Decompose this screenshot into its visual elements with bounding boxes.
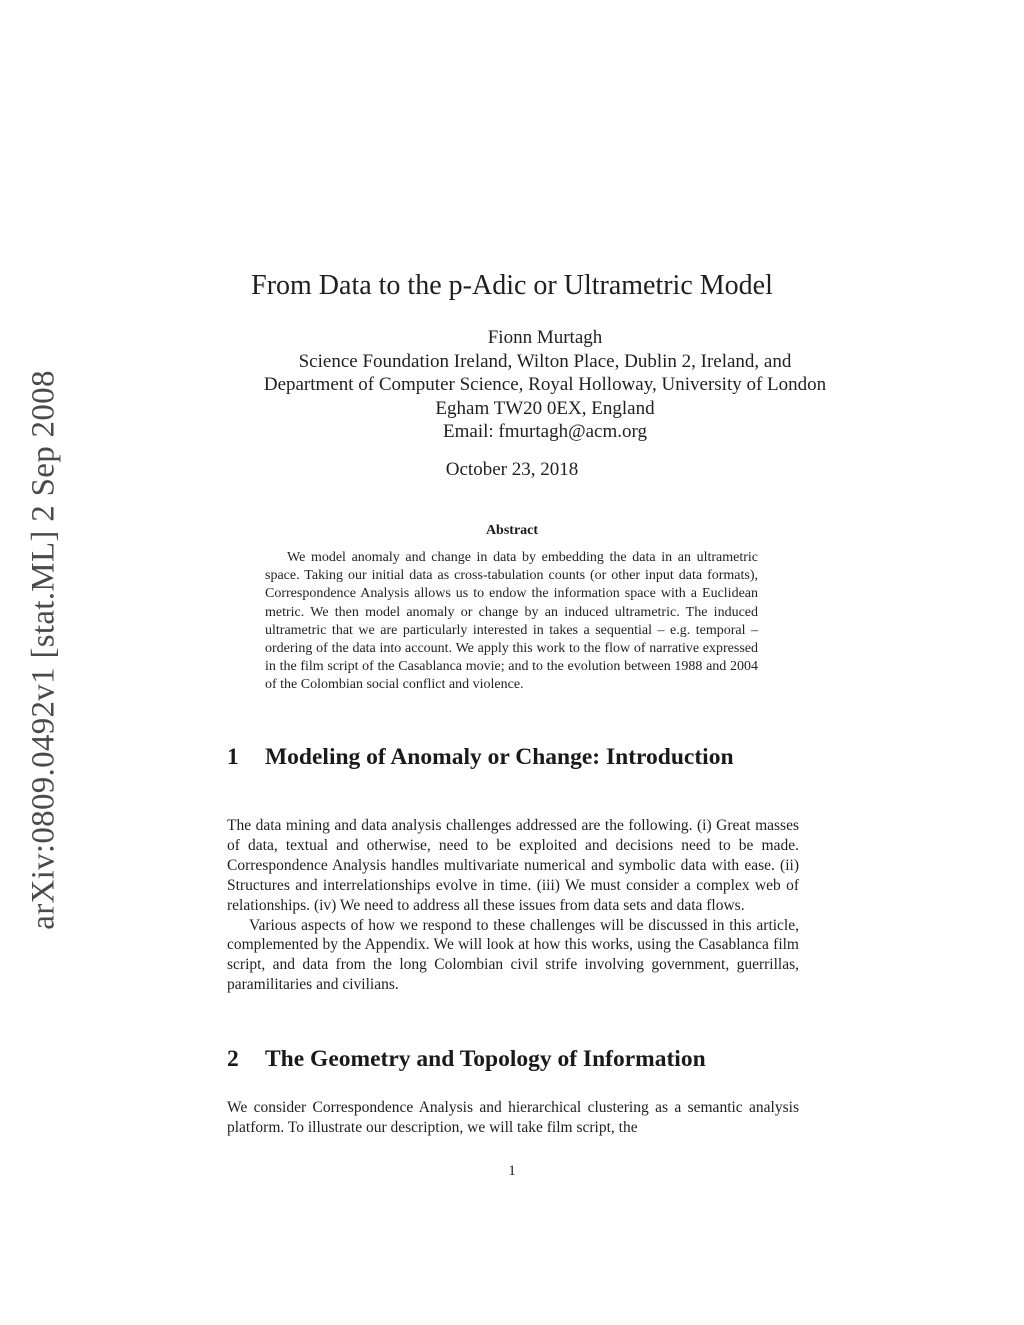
section-heading-2 [227, 1044, 802, 1074]
paragraph: Various aspects of how we respond to these challenges will be discussed in this article, complemented by the Appendix. We will look at how this works, using the Casablanca film script, and data from the long Colombian civil strife involving government, guerrillas, paramilitaries and civilians. [227, 916, 799, 994]
section-heading-1 [227, 742, 802, 772]
section-number: 1 [227, 744, 239, 770]
author-affiliation: Science Foundation Ireland, Wilton Place, Dublin 2, Ireland, and [298, 350, 792, 372]
arxiv-identifier-stamp: arXiv:0809.0492v1 [stat.ML] 2 Sep 2008 [25, 370, 62, 930]
author-block [190, 326, 900, 444]
section-2-body [227, 1098, 799, 1138]
section-number: 2 [227, 1046, 239, 1072]
section-title: Modeling of Anomaly or Change: Introduction [265, 744, 734, 770]
abstract-text: We model anomaly and change in data by embedding the data in an ultrametric space. Taking our initial data as cross-tabulation counts (or other input data formats), Correspondence Analysis allows us to endow the information space with a Euclidean metric. We then model anomaly or change by an induced ultrametric. The induced ultrametric that we are particularly interested in takes a sequential – e.g. temporal – ordering of the data into account. We apply this work to the flow of narrative expressed in the film script of the Casablanca movie; and to the evolution between 1988 and 2004 of the Colombian social conflict and violence. [265, 550, 758, 693]
author-name: Fionn Murtagh [487, 327, 603, 348]
author-address: Egham TW20 0EX, England [435, 397, 655, 419]
section-1-body [227, 816, 799, 995]
paper-title: From Data to the p-Adic or Ultrametric Model [251, 270, 773, 301]
paper-date: October 23, 2018 [445, 459, 579, 480]
paragraph: The data mining and data analysis challenges addressed are the following. (i) Great masses of data, textual and otherwise, need to be exploited and decisions need to be made. Correspondence Analysis handles multivariate numerical and symbolic data with ease. (ii) Structures and interrelationships evolve in time. (iii) We must consider a complex web of relationships. (iv) We need to address all these issues from data sets and data flows. [227, 817, 799, 914]
author-affiliation: Department of Computer Science, Royal Holloway, University of London [263, 374, 827, 395]
paragraph: We consider Correspondence Analysis and hierarchical clustering as a semantic analysis platform. To illustrate our description, we will take film script, the [227, 1099, 799, 1136]
author-email: Email: fmurtagh@acm.org [443, 421, 647, 442]
page-number: 1 [508, 1163, 516, 1179]
abstract-heading: Abstract [485, 523, 539, 538]
section-title: The Geometry and Topology of Information [265, 1046, 706, 1072]
